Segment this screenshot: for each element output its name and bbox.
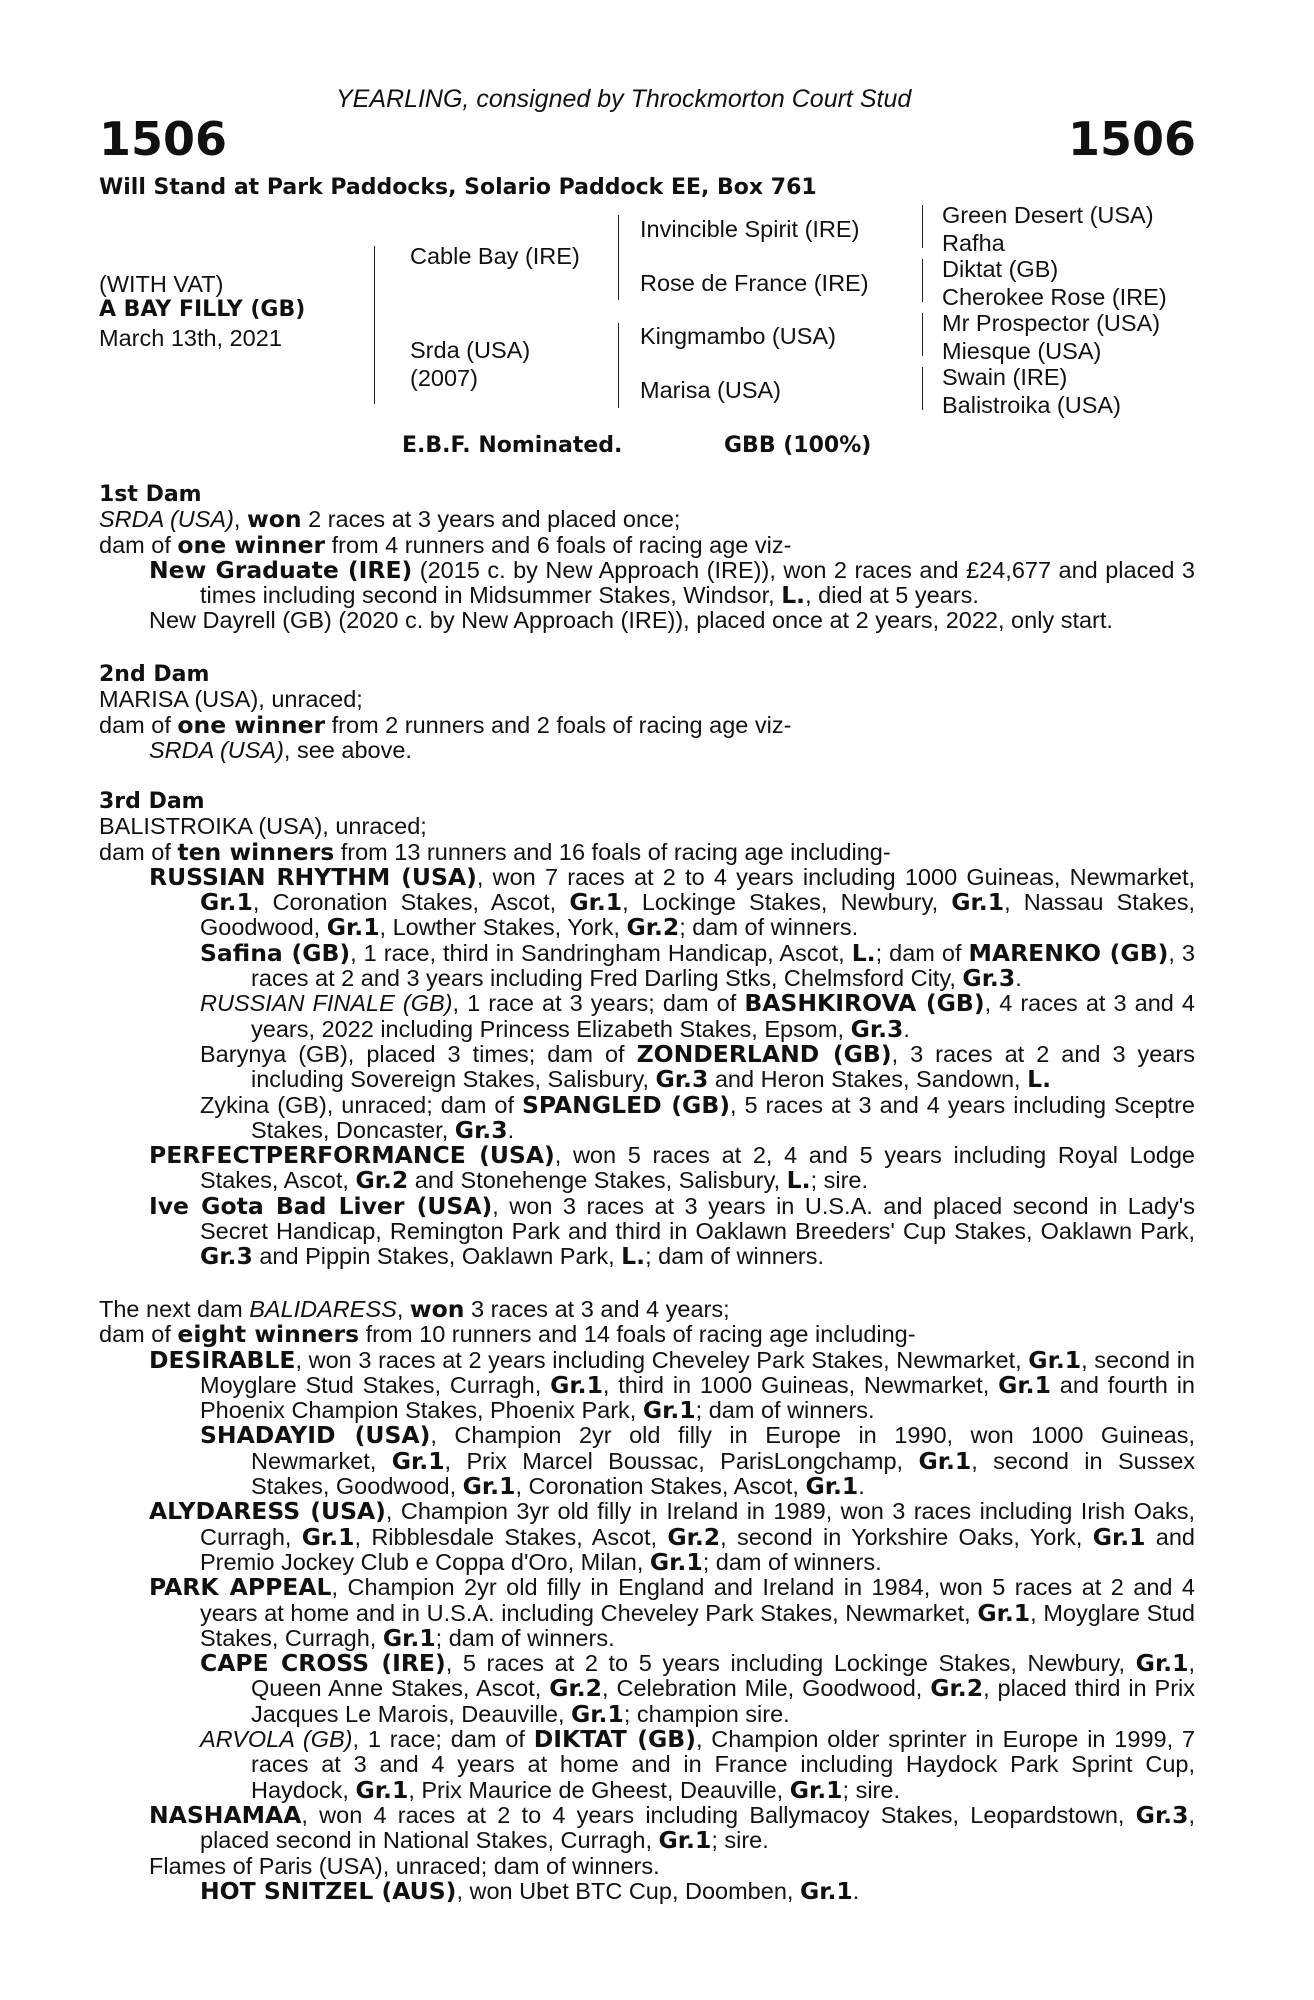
text-run: , Lowther Stakes, York, [379, 914, 627, 941]
text-run: ; dam of winners. [645, 1243, 825, 1270]
granddam-1: Rafha [942, 230, 1005, 256]
vat-note: (WITH VAT) [99, 271, 224, 297]
text-run: , Coronation Stakes, Ascot, [515, 1473, 806, 1500]
text-run: ; dam of [875, 939, 969, 966]
text-run: L. [1027, 1065, 1051, 1094]
text-run: RUSSIAN RHYTHM (USA) [149, 862, 477, 891]
text-run: Gr.1 [918, 1446, 972, 1475]
text-run: , 3 races at 2 and 3 years including Sovereign Stakes, Salisbury, [251, 1040, 1195, 1093]
text-run: BASHKIROVA (GB) [744, 989, 985, 1018]
text-run: Gr.1 [977, 1598, 1031, 1627]
text-run: Ive Gota Bad Liver (USA) [149, 1191, 493, 1220]
text-run: and Stonehenge Stakes, Salisbury, [408, 1167, 787, 1194]
dam: Srda (USA) [410, 337, 531, 363]
text-run: SRDA (USA) [149, 736, 284, 763]
sire: Cable Bay (IRE) [410, 243, 580, 269]
text-run: dam of [99, 838, 178, 865]
text-run: , Moyglare Stud Stakes, Curragh, [200, 1599, 1195, 1651]
text-run: from 2 runners and 2 foals of racing age viz- [325, 711, 792, 738]
text-run: eight winners [177, 1320, 360, 1349]
text-run: . [507, 1116, 515, 1143]
text-run: New Dayrell (GB) (2020 c. by New Approach (IRE)), placed once at 2 years, 2022, only start. [149, 607, 1113, 634]
text-run: , [233, 506, 247, 533]
text-run: Gr.1 [355, 1775, 409, 1804]
text-run: Gr.2 [930, 1674, 984, 1703]
produce-perfectperformance [99, 1143, 1195, 1194]
text-run: Gr.2 [626, 913, 680, 942]
text-run: , placed second in National Stakes, Curragh, [200, 1801, 1195, 1854]
text-run: , 3 races at 2 and 3 years including Fred Darling Stks, Chelmsford City, [251, 939, 1195, 992]
stand-location: Will Stand at Park Paddocks, Solario Paddock EE, Box 761 [99, 175, 817, 200]
text-run: Gr.1 [799, 1876, 853, 1905]
text-run: Barynya (GB), placed 3 times; dam of [200, 1040, 637, 1067]
text-run: Gr.1 [200, 888, 253, 917]
produce-cape-cross [99, 1651, 1195, 1727]
text-run: RUSSIAN FINALE (GB) [200, 990, 453, 1017]
text-run: DIKTAT (GB) [533, 1725, 696, 1754]
text-run: and Heron Stakes, Sandown, [708, 1066, 1028, 1093]
text-run: , 4 races at 3 and 4 years, 2022 including Princess Elizabeth Stakes, Epsom, [251, 990, 1196, 1042]
text-run: , 5 races at 3 and 4 years including Sceptre Stakes, Doncaster, [251, 1091, 1195, 1143]
lot-number-right: 1506 [1067, 112, 1196, 166]
bracket-main [374, 246, 375, 404]
text-run: ; dam of winners. [435, 1624, 615, 1651]
text-run: from 4 runners and 6 foals of racing age viz- [325, 531, 792, 558]
text-run: ; sire. [810, 1167, 869, 1194]
text-run: . [852, 1877, 860, 1904]
text-run: Gr.1 [391, 1446, 445, 1475]
text-run: , Champion 2yr old filly in England and Ireland in 1984, won 5 races at 2 and 4 years at home and in U.S.A. including Cheveley Park Stakes, Newmarket, [200, 1574, 1195, 1626]
text-run: Gr.1 [1028, 1345, 1082, 1374]
text-run: won [409, 1295, 465, 1323]
text-run: Gr.1 [1135, 1649, 1189, 1678]
text-run: ; dam of winners. [679, 914, 859, 941]
text-run: New Graduate (IRE) [149, 555, 413, 584]
horse-name: A BAY FILLY (GB) [99, 297, 306, 322]
produce-barynya [99, 1039, 1195, 1094]
text-run: MARENKO (GB) [968, 938, 1169, 967]
produce-arvola [99, 1727, 1195, 1803]
text-run: , second in Sussex Stakes, Goodwood, [251, 1447, 1196, 1500]
text-run: Gr.1 [789, 1775, 843, 1804]
text-run: Gr.1 [642, 1396, 696, 1425]
text-run: , Champion 2yr old filly in Europe in 1990, won 1000 Guineas, Newmarket, [251, 1422, 1195, 1474]
text-run: , second in Moyglare Stud Stakes, Curragh, [200, 1346, 1195, 1398]
text-run: , see above. [283, 736, 412, 763]
text-run: , placed third in Prix Jacques Le Marois, Deauville, [251, 1675, 1196, 1727]
text-run: , Prix Maurice de Gheest, Deauville, [408, 1776, 790, 1803]
granddam-2: Cherokee Rose (IRE) [942, 284, 1167, 310]
text-run: The next dam [99, 1296, 250, 1322]
bracket-g4 [922, 367, 923, 410]
granddam-4: Balistroika (USA) [942, 392, 1121, 418]
bracket-dam [618, 323, 619, 408]
text-run: , 1 race, third in Sandringham Handicap, Ascot, [350, 939, 852, 966]
text-run: , Coronation Stakes, Ascot, [252, 889, 570, 916]
produce-alydaress [99, 1499, 1195, 1575]
granddam-3: Miesque (USA) [942, 338, 1102, 364]
next-dam-section [99, 1297, 1195, 1904]
text-run: , [396, 1296, 410, 1322]
produce-ive-gota-bad-liver [99, 1191, 1195, 1271]
text-run: HOT SNITZEL (AUS) [200, 1876, 457, 1905]
text-run: Gr.3 [200, 1242, 253, 1271]
text-run: Gr.2 [549, 1674, 603, 1703]
text-run: . [1015, 965, 1022, 992]
text-run: ; dam of winners. [695, 1397, 875, 1424]
bracket-g1 [922, 205, 923, 248]
text-run: Gr.1 [998, 1370, 1051, 1399]
text-run: SPANGLED (GB) [522, 1090, 730, 1119]
text-run: , Nassau Stakes, Goodwood, [200, 889, 1195, 941]
text-run: , won 4 races at 2 to 4 years including Ballymacoy Stakes, Leopardstown, [301, 1801, 1136, 1828]
text-run: from 10 runners and 14 foals of racing age including- [359, 1321, 916, 1348]
text-run: and Pippin Stakes, Oaklawn Park, [252, 1243, 622, 1270]
produce-flames-of-paris: Flames of Paris (USA), unraced; dam of winners. [149, 1852, 660, 1879]
text-run: ; sire. [842, 1776, 900, 1803]
produce-new-dayrell [99, 608, 1195, 633]
produce-shadayid [99, 1423, 1195, 1499]
text-run: Gr.3 [454, 1115, 508, 1144]
grandsire-3: Mr Prospector (USA) [942, 310, 1161, 336]
text-run: Gr.2 [667, 1522, 721, 1551]
text-run: . [858, 1473, 865, 1500]
ebf-nomination: E.B.F. Nominated. [402, 433, 623, 458]
second-dam-heading: 2nd Dam [99, 662, 210, 687]
third-dam-heading: 3rd Dam [99, 789, 205, 814]
grandsire-2: Diktat (GB) [942, 256, 1059, 282]
text-run: , 1 race; dam of [352, 1726, 534, 1753]
text-run: Gr.3 [850, 1014, 904, 1043]
text-run: . [903, 1015, 910, 1042]
text-run: (2015 c. by New Approach (IRE)), won 2 races and £24,677 and placed 3 times including second in Midsummer Stakes, Windsor, [200, 556, 1196, 609]
text-run: L. [781, 581, 806, 610]
sire-sire: Invincible Spirit (IRE) [640, 216, 860, 242]
text-run: and Premio Jockey Club e Coppa d'Oro, Milan, [200, 1523, 1195, 1575]
grandsire-1: Green Desert (USA) [942, 202, 1154, 228]
text-run: , Lockinge Stakes, Newbury, [622, 889, 952, 916]
text-run: dam of [99, 711, 178, 738]
text-run: , third in 1000 Guineas, Newmarket, [602, 1371, 999, 1398]
text-run: ARVOLA (GB) [200, 1726, 353, 1753]
produce-new-graduate [99, 555, 1196, 610]
text-run: Gr.1 [1092, 1522, 1146, 1551]
text-run: , 5 races at 2 to 5 years including Lockinge Stakes, Newbury, [445, 1650, 1136, 1677]
dam-dam: Marisa (USA) [640, 377, 782, 403]
text-run: Gr.2 [355, 1166, 409, 1195]
text-run: , won 5 races at 2, 4 and 5 years including Royal Lodge Stakes, Ascot, [200, 1142, 1195, 1194]
text-run: Gr.1 [462, 1472, 516, 1501]
produce-hot-snitzel [99, 1876, 1195, 1905]
text-run: Zykina (GB), unraced; dam of [200, 1091, 522, 1118]
text-run: Gr.1 [326, 913, 380, 942]
text-run: Gr.1 [805, 1472, 859, 1501]
bracket-sire [618, 215, 619, 300]
dam-year: (2007) [410, 365, 478, 391]
produce-park-appeal [99, 1575, 1195, 1651]
text-run: MARISA (USA), unraced; [99, 686, 363, 713]
text-run: , 1 race at 3 years; dam of [452, 990, 745, 1017]
text-run: Gr.1 [301, 1522, 355, 1551]
text-run: ten winners [177, 837, 335, 866]
text-run: one winner [177, 530, 326, 559]
text-run: CAPE CROSS (IRE) [200, 1649, 446, 1678]
text-run: , won 7 races at 2 to 4 years including 1000 Guineas, Newmarket, [476, 863, 1195, 890]
text-run: SHADAYID (USA) [200, 1421, 431, 1450]
text-run: dam of [99, 531, 178, 558]
lot-number-left: 1506 [99, 112, 228, 166]
second-dam-section [99, 662, 1195, 763]
text-run: , second in Yorkshire Oaks, York, [720, 1523, 1093, 1550]
text-run: ALYDARESS (USA) [149, 1497, 386, 1526]
produce-nashamaa [99, 1800, 1195, 1855]
text-run: , Ribblesdale Stakes, Ascot, [354, 1523, 668, 1550]
text-run: one winner [177, 710, 326, 739]
produce-desirable [99, 1345, 1195, 1425]
sire-dam: Rose de France (IRE) [640, 270, 869, 296]
text-run: Gr.3 [655, 1065, 709, 1094]
horse-dob: March 13th, 2021 [99, 325, 282, 351]
text-run: Gr.3 [962, 964, 1016, 993]
text-run: , died at 5 years. [805, 582, 979, 609]
text-run: and fourth in Phoenix Champion Stakes, Phoenix Park, [200, 1371, 1195, 1424]
text-run: Gr.1 [550, 1370, 603, 1399]
text-run: Gr.1 [951, 888, 1005, 917]
text-run: BALIDARESS [249, 1296, 397, 1322]
text-run: ; champion sire. [623, 1700, 790, 1727]
text-run: Gr.1 [569, 888, 623, 917]
text-run: ZONDERLAND (GB) [636, 1039, 892, 1068]
text-run: 2 races at 3 years and placed once; [301, 506, 681, 533]
text-run: ; sire. [711, 1827, 769, 1854]
text-run: PARK APPEAL [149, 1573, 332, 1602]
text-run: L. [786, 1166, 811, 1195]
dam-sire: Kingmambo (USA) [640, 323, 836, 349]
produce-russian-rhythm [99, 862, 1195, 942]
first-dam-name: SRDA (USA) [99, 506, 234, 533]
won-label: won [246, 505, 302, 534]
first-dam-heading: 1st Dam [99, 482, 202, 507]
first-dam-line-1 [99, 507, 1195, 532]
bracket-g3 [922, 313, 923, 356]
text-run: DESIRABLE [149, 1345, 296, 1374]
text-run: Gr.1 [658, 1826, 712, 1855]
text-run: , won 3 races at 2 years including Cheveley Park Stakes, Newmarket, [295, 1346, 1029, 1373]
first-dam-section [99, 482, 1195, 634]
catalogue-subtitle: YEARLING, consigned by Throckmorton Court Stud [336, 85, 912, 113]
text-run: dam of [99, 1321, 178, 1348]
text-run: , Celebration Mile, Goodwood, [602, 1675, 931, 1702]
text-run: Safina (GB) [200, 938, 351, 967]
produce-russian-finale [99, 991, 1195, 1042]
text-run: from 13 runners and 16 foals of racing age including- [334, 838, 891, 865]
text-run: Gr.1 [382, 1623, 436, 1652]
grandsire-4: Swain (IRE) [942, 364, 1068, 390]
text-run: Gr.1 [649, 1547, 703, 1576]
text-run: , won Ubet BTC Cup, Doomben, [456, 1877, 800, 1904]
produce-srda [99, 738, 1195, 763]
text-run: , Prix Marcel Boussac, ParisLongchamp, [444, 1447, 919, 1474]
text-run: , Queen Anne Stakes, Ascot, [251, 1650, 1195, 1702]
produce-safina [99, 938, 1195, 993]
gbb-status: GBB (100%) [724, 433, 872, 458]
text-run: BALISTROIKA (USA), unraced; [99, 813, 427, 840]
bracket-g2 [922, 259, 923, 302]
text-run: NASHAMAA [149, 1800, 302, 1829]
text-run: L. [621, 1242, 646, 1271]
text-run: L. [851, 938, 876, 967]
text-run: Gr.1 [571, 1699, 624, 1728]
text-run: , Champion 3yr old filly in Ireland in 1989, won 3 races including Irish Oaks, Curragh, [200, 1498, 1195, 1550]
text-run: PERFECTPERFORMANCE (USA) [149, 1141, 555, 1170]
text-run: 3 races at 3 and 4 years; [464, 1296, 730, 1322]
text-run: ; dam of winners. [702, 1548, 882, 1575]
first-dam-line-2 [99, 530, 1195, 559]
text-run: Gr.3 [1135, 1800, 1189, 1829]
produce-zykina [99, 1090, 1195, 1144]
text-run: , Champion older sprinter in Europe in 1999, 7 races at 3 and 4 years at home and in France including Haydock Park Sprint Cup, Haydock, [251, 1726, 1195, 1803]
third-dam-section [99, 789, 1195, 1270]
text-run: , won 3 races at 3 years in U.S.A. and placed second in Lady's Secret Handicap, Remington Park and third in Oaklawn Breeders' Cup Stakes, Oaklawn Park, [200, 1192, 1195, 1245]
